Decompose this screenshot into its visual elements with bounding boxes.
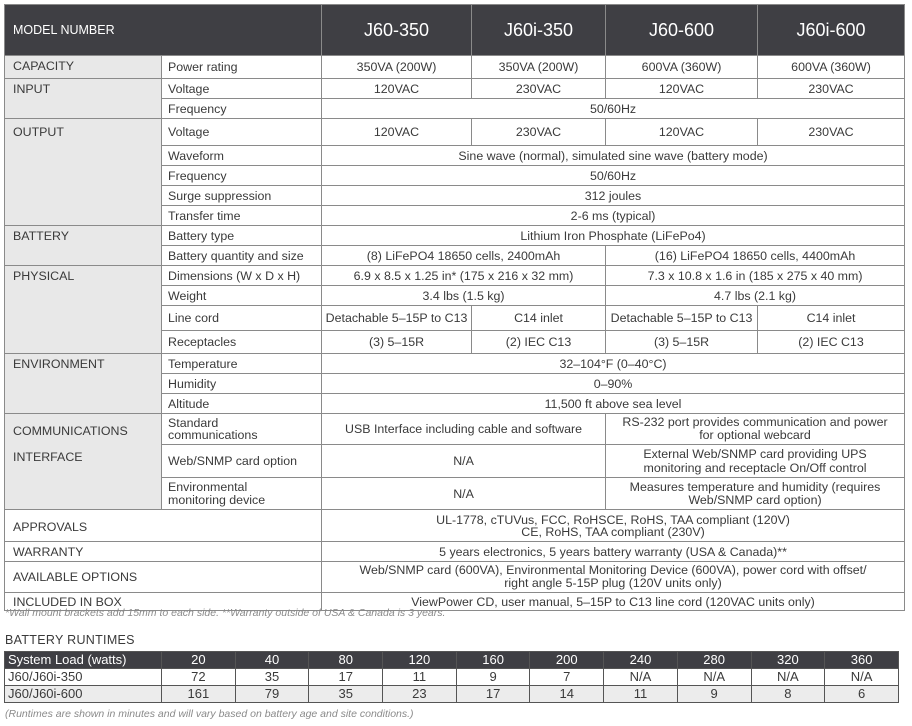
cell: 230VAC [758,79,905,99]
runtime-cell: 161 [162,686,236,703]
cell-line: for optional webcard [699,428,811,442]
model-number-label: MODEL NUMBER [5,5,322,56]
load-header: 40 [235,652,309,669]
row-label: Line cord [162,306,322,331]
row-label: Power rating [162,56,322,79]
runtime-cell: N/A [825,669,899,686]
row-label: Transfer time [162,206,322,226]
category-environment: ENVIRONMENT [5,354,162,414]
cell: 120VAC [322,119,472,146]
row-label [162,414,322,445]
cell: (8) LiFePO4 18650 cells, 2400mAh [322,246,606,266]
capacity-row [5,56,905,79]
category-physical: PHYSICAL [5,266,162,354]
row-label: Web/SNMP card option [162,445,322,478]
category-battery: BATTERY [5,226,162,266]
category-capacity: CAPACITY [5,56,162,79]
cell: USB Interface including cable and software [322,414,606,445]
runtime-cell: 8 [751,686,825,703]
cell: (3) 5–15R [322,331,472,354]
cell-line: Web/SNMP card (600VA), Environmental Monitoring Device (600VA), power cord with offset/ [359,563,867,577]
row-label: Altitude [162,394,322,414]
row-label: Voltage [162,119,322,146]
category-output: OUTPUT [5,119,162,226]
row-label: Frequency [162,166,322,186]
row-label: Receptacles [162,331,322,354]
cell-line: External Web/SNMP card providing UPS [643,447,867,461]
load-header: 120 [383,652,457,669]
cell: 350VA (200W) [322,56,472,79]
cell-line: Measures temperature and humidity (requires [629,479,881,494]
cell: Lithium Iron Phosphate (LiFePo4) [322,226,905,246]
cell: 230VAC [758,119,905,146]
runtime-cell: N/A [677,669,751,686]
dimensions-row [5,266,905,286]
runtime-model: J60/J60i-350 [5,669,162,686]
runtime-cell: 17 [456,686,530,703]
row-label: Weight [162,286,322,306]
runtimes-title: BATTERY RUNTIMES [5,633,135,647]
load-label: System Load (watts) [5,652,162,669]
cell-line: RS-232 port provides communication and power [622,415,888,429]
cell: 6.9 x 8.5 x 1.25 in* (175 x 216 x 32 mm) [322,266,606,286]
load-header: 280 [677,652,751,669]
cell: 600VA (360W) [758,56,905,79]
cell: 32–104°F (0–40°C) [322,354,905,374]
cell: C14 inlet [758,306,905,331]
runtime-cell: 9 [456,669,530,686]
cell [606,478,905,510]
category-communications-line2: INTERFACE [13,450,83,464]
runtime-cell: 72 [162,669,236,686]
cell: N/A [322,445,606,478]
options-row [5,562,905,593]
cell: Detachable 5–15P to C13 [606,306,758,331]
runtime-row [5,669,899,686]
cell: 7.3 x 10.8 x 1.6 in (185 x 275 x 40 mm) [606,266,905,286]
cell: 11,500 ft above sea level [322,394,905,414]
spec-table [4,4,905,611]
runtime-cell: 11 [383,669,457,686]
load-header: 80 [309,652,383,669]
load-header: 20 [162,652,236,669]
cell: 5 years electronics, 5 years battery warranty (USA & Canada)** [322,542,905,562]
row-label [162,478,322,510]
load-header: 200 [530,652,604,669]
model-header: J60-350 [322,5,472,56]
category-options: AVAILABLE OPTIONS [5,562,322,593]
runtime-cell: 17 [309,669,383,686]
cell-line: CE, RoHS, TAA compliant (230V) [521,524,705,539]
runtime-cell: 35 [235,669,309,686]
category-communications [5,414,162,510]
cell: 120VAC [322,79,472,99]
runtime-note: (Runtimes are shown in minutes and will vary based on battery age and site conditions.) [5,708,414,720]
row-label: Battery quantity and size [162,246,322,266]
row-label: Dimensions (W x D x H) [162,266,322,286]
cell-line: UL-1778, cTUVus, FCC, RoHSCE, RoHS, TAA compliant (120V) [436,512,790,527]
cell [606,445,905,478]
row-label: Battery type [162,226,322,246]
runtime-row [5,686,899,703]
runtime-cell: 35 [309,686,383,703]
cell: N/A [322,478,606,510]
model-header: J60i-350 [472,5,606,56]
category-communications-line1: COMMUNICATIONS [13,424,128,438]
runtime-cell: 6 [825,686,899,703]
cell: Sine wave (normal), simulated sine wave (battery mode) [322,146,905,166]
cell: 350VA (200W) [472,56,606,79]
row-label-line: monitoring device [168,492,266,507]
row-label-line: Environmental [168,479,248,494]
row-label: Temperature [162,354,322,374]
runtime-cell: 9 [677,686,751,703]
load-header: 320 [751,652,825,669]
runtime-header-row [5,652,899,669]
row-label-line: communications [168,428,258,442]
row-label: Humidity [162,374,322,394]
cell: 230VAC [472,119,606,146]
runtime-cell: 23 [383,686,457,703]
temperature-row [5,354,905,374]
runtime-cell: N/A [604,669,678,686]
input-voltage-row [5,79,905,99]
cell: ViewPower CD, user manual, 5–15P to C13 line cord (120VAC units only) [322,593,905,611]
footnote: *Wall mount brackets add 15mm to each side. **Warranty outside of USA & Canada is 3 years. [5,607,446,619]
cell [322,510,905,542]
cell: Detachable 5–15P to C13 [322,306,472,331]
runtime-cell: 14 [530,686,604,703]
model-header: J60-600 [606,5,758,56]
row-label: Frequency [162,99,322,119]
cell: (16) LiFePO4 18650 cells, 4400mAh [606,246,905,266]
row-label-line: Standard [168,416,219,430]
output-voltage-row [5,119,905,146]
cell: 50/60Hz [322,99,905,119]
cell: (2) IEC C13 [758,331,905,354]
cell: 50/60Hz [322,166,905,186]
runtime-table [4,651,899,703]
cell-line: monitoring and receptacle On/Off control [643,461,867,475]
cell-line: right angle 5-15P plug (120V units only) [504,576,722,590]
runtime-cell: 7 [530,669,604,686]
cell: (3) 5–15R [606,331,758,354]
category-input: INPUT [5,79,162,119]
header-row [5,5,905,56]
cell: 3.4 lbs (1.5 kg) [322,286,606,306]
model-header: J60i-600 [758,5,905,56]
row-label: Voltage [162,79,322,99]
cell: 230VAC [472,79,606,99]
cell: 120VAC [606,79,758,99]
cell: (2) IEC C13 [472,331,606,354]
load-header: 360 [825,652,899,669]
load-header: 160 [456,652,530,669]
cell: 0–90% [322,374,905,394]
row-label: Waveform [162,146,322,166]
cell-line: Web/SNMP card option) [688,492,822,507]
cell: 4.7 lbs (2.1 kg) [606,286,905,306]
warranty-row [5,542,905,562]
approvals-row [5,510,905,542]
runtime-cell: 11 [604,686,678,703]
cell: C14 inlet [472,306,606,331]
runtime-cell: N/A [751,669,825,686]
cell: 600VA (360W) [606,56,758,79]
cell [606,414,905,445]
cell: 2-6 ms (typical) [322,206,905,226]
category-included: INCLUDED IN BOX [5,593,322,611]
row-label: Surge suppression [162,186,322,206]
cell: 120VAC [606,119,758,146]
battery-type-row [5,226,905,246]
load-header: 240 [604,652,678,669]
runtime-model: J60/J60i-600 [5,686,162,703]
category-approvals: APPROVALS [5,510,322,542]
category-warranty: WARRANTY [5,542,322,562]
runtime-cell: 79 [235,686,309,703]
cell: 312 joules [322,186,905,206]
cell [322,562,905,593]
standard-comms-row [5,414,905,445]
